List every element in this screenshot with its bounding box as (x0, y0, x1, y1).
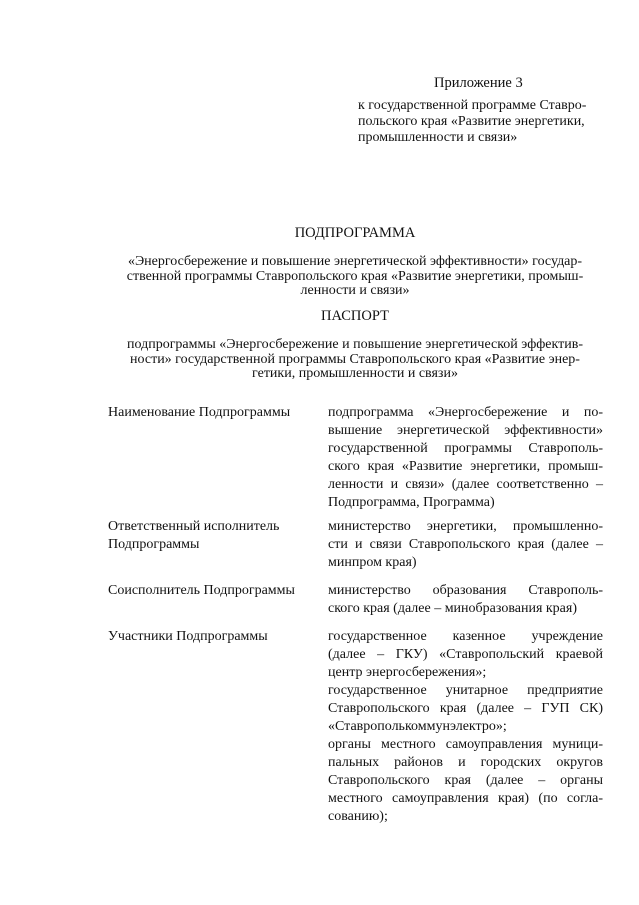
row-value-line: ского края (далее – минобразования края) (328, 601, 577, 616)
passport-name-line: гетики, промышленности и связи» (252, 366, 458, 381)
row-value-line: органы местного самоуправления муници- (328, 737, 603, 752)
row-value-line: минпром края) (328, 555, 417, 570)
row-value-responsible (328, 518, 603, 572)
row-value-line: (далее – ГКУ) «Ставропольский краевой (328, 647, 603, 662)
row-value-line: государственной программы Ставрополь- (328, 441, 603, 456)
appendix-reference-line: промышленности и связи» (358, 130, 518, 145)
appendix-title: Приложение 3 (434, 75, 523, 91)
row-value-line: центр энергосбережения»; (328, 665, 487, 680)
row-value-line: подпрограмма «Энергосбережение и по- (328, 405, 603, 420)
row-label-name (108, 404, 318, 422)
row-value-line: пальных районов и городских округов (328, 755, 603, 770)
row-value-line: местного самоуправления края) (по согла- (328, 791, 603, 806)
row-value-line: министерство образования Ставрополь- (328, 583, 603, 598)
appendix-reference-line: польского края «Развитие энергетики, (358, 114, 585, 129)
subprogram-name (95, 255, 615, 299)
appendix-reference-line: к государственной программе Ставро- (358, 98, 587, 113)
row-value-line: ленности и связи» (далее соответственно – (328, 477, 603, 492)
row-value-line: Ставропольского края (далее – органы (328, 773, 603, 788)
row-label-line: Участники Подпрограммы (108, 629, 268, 644)
row-value-line: ского края «Развитие энергетики, промыш- (328, 459, 603, 474)
row-label-line: Ответственный исполнитель (108, 519, 280, 534)
passport-name-line: подпрограммы «Энергосбережение и повышение энергетической эффектив- (126, 337, 584, 352)
subprogram-name-line: ленности и связи» (300, 283, 410, 298)
row-label-line: Наименование Подпрограммы (108, 405, 291, 420)
passport-name-line: ности» государственной программы Ставропольского края «Развитие энер- (130, 351, 580, 367)
row-value-line: Подпрограмма, Программа) (328, 495, 495, 510)
row-value-line: вышение энергетической эффективности» (328, 423, 603, 438)
row-value-line: государственное казенное учреждение (328, 629, 603, 644)
row-value-line: государственное унитарное предприятие (328, 683, 603, 698)
row-label-participants (108, 628, 318, 646)
row-label-line: Подпрограммы (108, 537, 200, 552)
row-label-line: Соисполнитель Подпрограммы (108, 583, 295, 598)
passport-heading: ПАСПОРТ (321, 308, 389, 324)
row-label-responsible (108, 518, 318, 554)
row-label-coexecutor (108, 582, 318, 600)
row-value-line: «Ставрополькоммунэлектро»; (328, 719, 507, 734)
row-value-line: сти и связи Ставропольского края (далее – (328, 537, 603, 552)
row-value-line: Ставропольского края (далее – ГУП СК) (328, 701, 603, 716)
row-value-line: министерство энергетики, промышленно- (328, 519, 603, 534)
subprogram-name-line: «Энергосбережение и повышение энергетической эффективности» государ- (127, 254, 583, 269)
row-value-participants (328, 628, 603, 826)
row-value-coexecutor (328, 582, 603, 618)
subprogram-heading: ПОДПРОГРАММА (294, 225, 416, 241)
appendix-reference (358, 98, 586, 146)
row-value-name (328, 404, 603, 512)
passport-name (95, 338, 615, 382)
row-value-line: сованию); (328, 809, 388, 824)
subprogram-name-line: ственной программы Ставропольского края «Развитие энергетики, промыш- (126, 268, 584, 284)
